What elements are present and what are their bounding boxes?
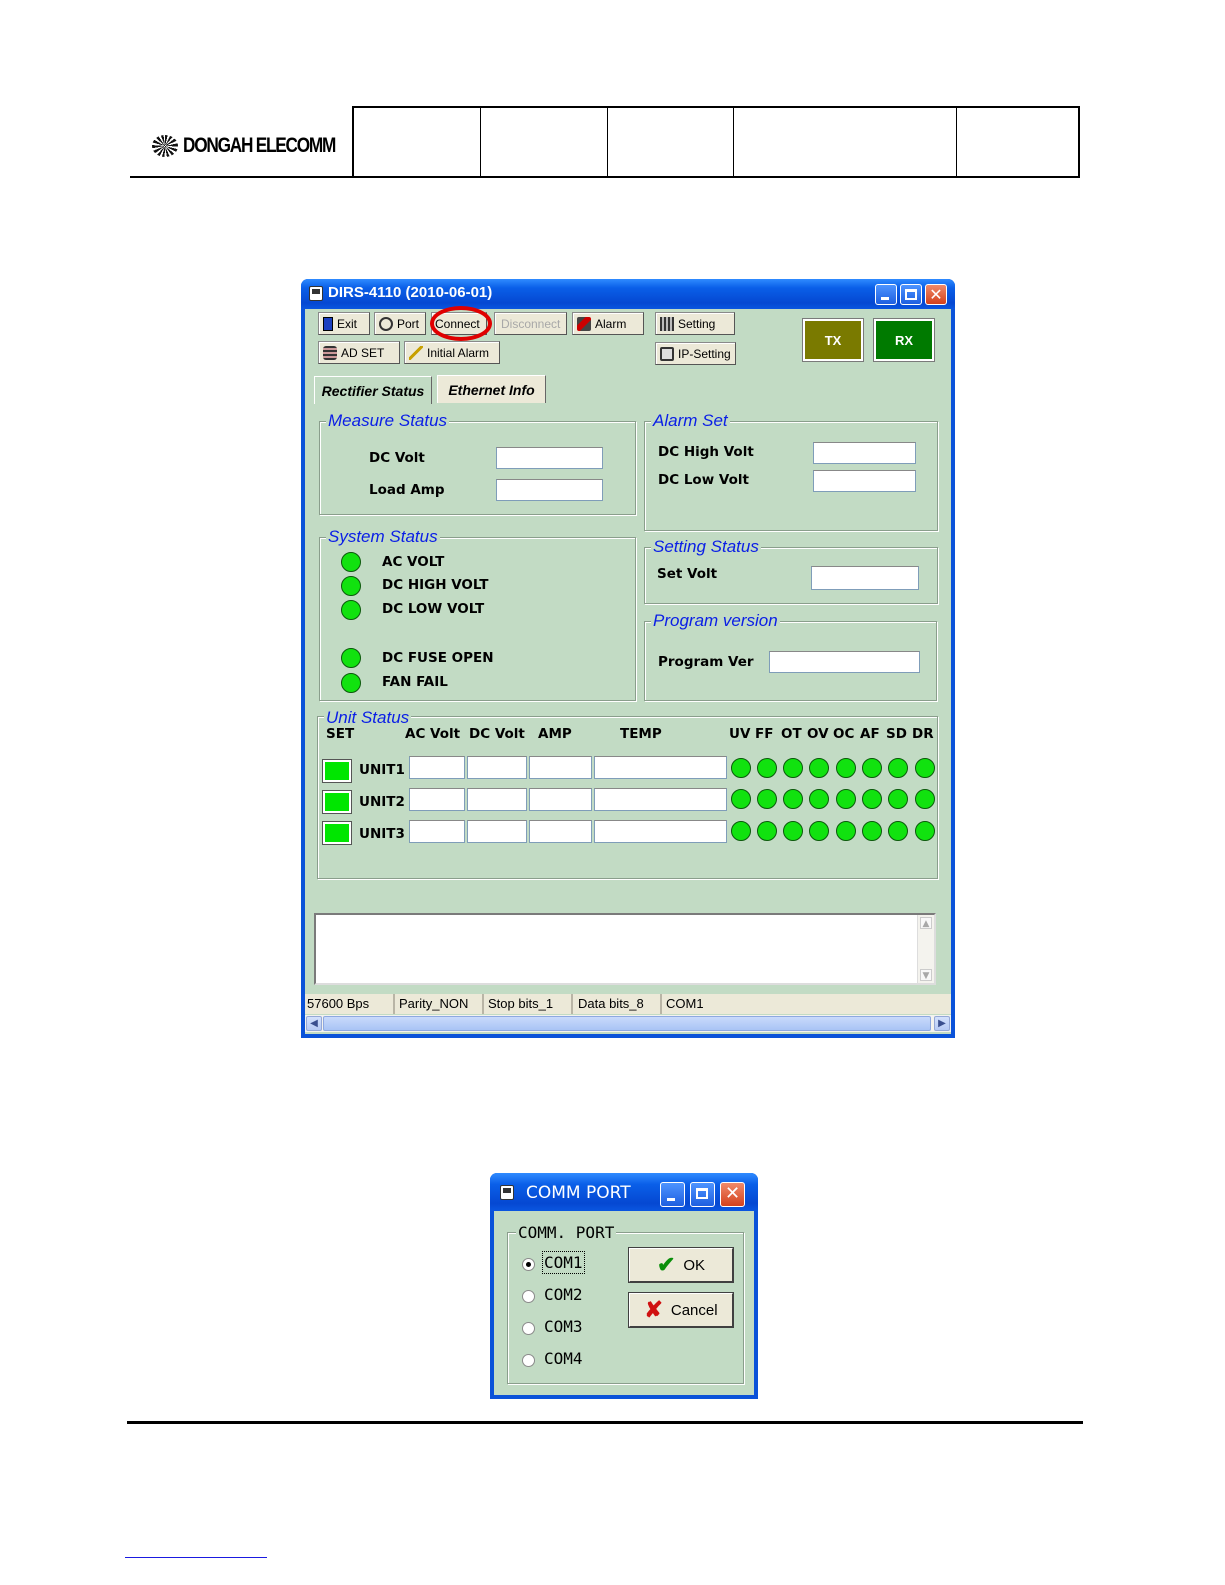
dialog-maximize-button[interactable] bbox=[690, 1182, 715, 1207]
port-label: Port bbox=[397, 316, 420, 331]
unit1-uv-led bbox=[731, 758, 751, 778]
col-uv: UV bbox=[729, 726, 751, 742]
connect-label: Connect bbox=[435, 316, 480, 331]
ac-volt-label: AC VOLT bbox=[382, 554, 445, 570]
unit1-amp-field bbox=[529, 756, 592, 779]
unit1-sd-led bbox=[888, 758, 908, 778]
unit2-amp-field bbox=[529, 788, 592, 811]
radio-com3[interactable] bbox=[522, 1322, 535, 1335]
close-icon: ✕ bbox=[929, 285, 943, 304]
radio-com2[interactable] bbox=[522, 1290, 535, 1303]
status-data-bits: Data bits_8 bbox=[573, 994, 662, 1014]
col-ac-volt: AC Volt bbox=[405, 726, 461, 742]
port-icon bbox=[379, 317, 393, 331]
unit2-dr-led bbox=[915, 789, 935, 809]
measure-status-title: Measure Status bbox=[328, 411, 448, 430]
col-temp: TEMP bbox=[620, 726, 662, 742]
col-ov: OV bbox=[807, 726, 829, 742]
log-textarea[interactable] bbox=[314, 913, 936, 985]
minimize-button[interactable] bbox=[875, 284, 897, 305]
measure-status-group bbox=[319, 411, 636, 515]
cancel-label: Cancel bbox=[670, 1301, 718, 1319]
initial-alarm-label: Initial Alarm bbox=[427, 345, 490, 360]
initial-alarm-button[interactable] bbox=[404, 341, 500, 364]
unit2-oc-led bbox=[836, 789, 856, 809]
unit-status-title: Unit Status bbox=[326, 708, 410, 727]
radio-com1[interactable] bbox=[522, 1258, 535, 1271]
document-header bbox=[130, 106, 1080, 178]
ok-button[interactable] bbox=[629, 1248, 733, 1282]
minimize-icon bbox=[667, 1198, 675, 1201]
port-button[interactable] bbox=[374, 312, 426, 335]
unit3-dr-led bbox=[915, 821, 935, 841]
status-bar bbox=[305, 994, 951, 1014]
system-status-group bbox=[319, 527, 636, 701]
setting-button[interactable] bbox=[655, 312, 735, 335]
dc-fuse-open-label: DC FUSE OPEN bbox=[382, 650, 494, 666]
dc-volt-field bbox=[496, 447, 603, 469]
radio-com1-label[interactable]: COM1 bbox=[544, 1253, 583, 1272]
status-baud: 57600 Bps bbox=[305, 994, 395, 1014]
dc-low-volt-led bbox=[341, 600, 361, 620]
unit2-ac-volt-field bbox=[409, 788, 465, 811]
unit3-ov-led bbox=[809, 821, 829, 841]
comm-port-group bbox=[507, 1223, 744, 1384]
dialog-minimize-button[interactable] bbox=[660, 1182, 685, 1207]
unit3-dc-volt-field bbox=[467, 820, 527, 843]
adset-label: AD SET bbox=[341, 345, 385, 360]
status-stop-bits: Stop bits_1 bbox=[484, 994, 573, 1014]
system-status-title: System Status bbox=[328, 527, 438, 546]
ip-setting-label: IP-Setting bbox=[678, 346, 731, 361]
network-icon bbox=[660, 347, 674, 361]
maximize-icon bbox=[696, 1188, 708, 1199]
unit2-ff-led bbox=[757, 789, 777, 809]
comm-port-group-title: COMM. PORT bbox=[518, 1223, 615, 1242]
unit3-sd-led bbox=[888, 821, 908, 841]
unit2-ov-led bbox=[809, 789, 829, 809]
col-ot: OT bbox=[781, 726, 802, 742]
unit1-label: UNIT1 bbox=[359, 762, 405, 778]
exit-button[interactable] bbox=[318, 312, 370, 335]
scroll-down-icon[interactable]: ▼ bbox=[920, 969, 932, 981]
fan-fail-led bbox=[341, 673, 361, 693]
rx-indicator: RX bbox=[874, 319, 934, 361]
unit-status-group bbox=[317, 708, 938, 879]
radio-com4-label[interactable]: COM4 bbox=[544, 1349, 583, 1368]
dialog-app-icon bbox=[500, 1185, 514, 1200]
app-icon bbox=[309, 286, 323, 301]
unit2-ot-led bbox=[783, 789, 803, 809]
unit3-ot-led bbox=[783, 821, 803, 841]
tx-indicator: TX bbox=[803, 319, 863, 361]
dc-high-volt-label: DC High Volt bbox=[658, 444, 754, 460]
maximize-icon bbox=[905, 289, 917, 300]
exit-label: Exit bbox=[337, 316, 358, 331]
dc-high-volt-field[interactable] bbox=[813, 442, 916, 464]
company-logo bbox=[152, 134, 369, 158]
unit2-af-led bbox=[862, 789, 882, 809]
disconnect-label: Disconnect bbox=[501, 316, 561, 331]
dc-low-volt-field[interactable] bbox=[813, 470, 916, 492]
unit3-ff-led bbox=[757, 821, 777, 841]
minimize-icon bbox=[881, 297, 889, 300]
unit2-dc-volt-field bbox=[467, 788, 527, 811]
unit1-ac-volt-field bbox=[409, 756, 465, 779]
door-icon bbox=[323, 317, 333, 331]
dc-low-volt-label: DC Low Volt bbox=[658, 472, 749, 488]
main-titlebar[interactable] bbox=[301, 279, 955, 309]
logo-mark-icon bbox=[152, 135, 178, 157]
unit3-set-button[interactable] bbox=[323, 822, 351, 844]
adset-button[interactable] bbox=[318, 341, 400, 364]
radio-com2-label[interactable]: COM2 bbox=[544, 1285, 583, 1304]
dialog-close-button[interactable] bbox=[720, 1182, 745, 1207]
col-set: SET bbox=[326, 726, 355, 742]
main-app-window bbox=[301, 279, 955, 1038]
unit3-ac-volt-field bbox=[409, 820, 465, 843]
scroll-right-icon[interactable]: ▶ bbox=[934, 1016, 950, 1031]
dialog-client-area bbox=[494, 1211, 754, 1395]
ac-volt-led bbox=[341, 552, 361, 572]
unit2-label: UNIT2 bbox=[359, 794, 405, 810]
set-volt-field[interactable] bbox=[811, 566, 919, 590]
tab-ethernet-info[interactable]: Ethernet Info bbox=[437, 375, 546, 403]
close-icon: ✕ bbox=[724, 1183, 741, 1204]
comm-port-dialog bbox=[490, 1173, 758, 1399]
col-af: AF bbox=[860, 726, 880, 742]
program-ver-label: Program Ver bbox=[658, 654, 754, 670]
horizontal-scrollbar[interactable] bbox=[305, 1015, 951, 1032]
adset-icon bbox=[323, 346, 337, 360]
unit3-uv-led bbox=[731, 821, 751, 841]
unit1-dc-volt-field bbox=[467, 756, 527, 779]
alarm-set-title: Alarm Set bbox=[653, 411, 728, 430]
dc-fuse-open-led bbox=[341, 648, 361, 668]
unit3-temp-field bbox=[594, 820, 727, 843]
status-com-port: COM1 bbox=[666, 996, 704, 1011]
company-name: DONGAH ELECOMM bbox=[183, 134, 336, 157]
unit2-uv-led bbox=[731, 789, 751, 809]
setting-icon bbox=[660, 317, 674, 331]
unit1-dr-led bbox=[915, 758, 935, 778]
main-client-area bbox=[305, 309, 951, 1034]
dialog-title: COMM PORT bbox=[526, 1183, 631, 1203]
unit1-ff-led bbox=[757, 758, 777, 778]
unit2-sd-led bbox=[888, 789, 908, 809]
pencil-icon bbox=[409, 346, 423, 360]
unit1-ov-led bbox=[809, 758, 829, 778]
program-version-group bbox=[644, 611, 937, 701]
status-parity: Parity_NON bbox=[395, 994, 484, 1014]
unit1-oc-led bbox=[836, 758, 856, 778]
col-oc: OC bbox=[833, 726, 855, 742]
col-dr: DR bbox=[912, 726, 934, 742]
checkmark-icon: ✔ bbox=[656, 1252, 676, 1277]
load-amp-field bbox=[496, 479, 603, 501]
setting-label: Setting bbox=[678, 316, 716, 331]
connect-highlight-ring bbox=[430, 306, 492, 341]
header-cell bbox=[734, 108, 957, 178]
cancel-x-icon: ✘ bbox=[644, 1297, 663, 1322]
program-version-title: Program version bbox=[653, 611, 778, 630]
unit1-ot-led bbox=[783, 758, 803, 778]
unit3-amp-field bbox=[529, 820, 592, 843]
col-ff: FF bbox=[755, 726, 774, 742]
dc-high-volt-status-label: DC HIGH VOLT bbox=[382, 577, 489, 593]
unit2-temp-field bbox=[594, 788, 727, 811]
ok-label: OK bbox=[683, 1256, 706, 1274]
scroll-up-icon[interactable]: ▲ bbox=[920, 917, 932, 929]
unit1-af-led bbox=[862, 758, 882, 778]
unit3-label: UNIT3 bbox=[359, 826, 405, 842]
dialog-titlebar[interactable] bbox=[490, 1173, 758, 1211]
scrollbar-thumb[interactable] bbox=[323, 1016, 931, 1031]
setting-status-title: Setting Status bbox=[653, 537, 759, 556]
unit3-oc-led bbox=[836, 821, 856, 841]
fan-fail-label: FAN FAIL bbox=[382, 674, 448, 690]
header-cell bbox=[481, 108, 608, 178]
dc-high-volt-led bbox=[341, 576, 361, 596]
load-amp-label: Load Amp bbox=[369, 482, 445, 498]
unit1-set-button[interactable] bbox=[323, 760, 351, 782]
scroll-left-icon[interactable]: ◀ bbox=[306, 1016, 322, 1031]
dc-volt-label: DC Volt bbox=[369, 450, 425, 466]
alarm-icon bbox=[577, 317, 591, 331]
log-vertical-scrollbar[interactable] bbox=[917, 915, 934, 983]
radio-com3-label[interactable]: COM3 bbox=[544, 1317, 583, 1336]
footer-link-underline bbox=[125, 1557, 267, 1558]
setting-status-group bbox=[644, 537, 938, 604]
header-cell bbox=[354, 108, 481, 178]
header-cell bbox=[608, 108, 734, 178]
ip-setting-button[interactable] bbox=[655, 342, 736, 365]
footer-rule bbox=[127, 1421, 1083, 1424]
alarm-button[interactable] bbox=[572, 312, 644, 335]
unit3-af-led bbox=[862, 821, 882, 841]
dc-low-volt-status-label: DC LOW VOLT bbox=[382, 601, 485, 617]
header-cell bbox=[957, 108, 1078, 178]
col-dc-volt: DC Volt bbox=[469, 726, 525, 742]
window-title: DIRS-4110 (2010-06-01) bbox=[328, 284, 493, 301]
col-amp: AMP bbox=[538, 726, 572, 742]
unit1-temp-field bbox=[594, 756, 727, 779]
program-ver-field bbox=[769, 651, 920, 673]
cancel-button[interactable] bbox=[629, 1293, 733, 1327]
close-button[interactable] bbox=[925, 284, 947, 305]
col-sd: SD bbox=[886, 726, 907, 742]
set-volt-label: Set Volt bbox=[657, 566, 718, 582]
disconnect-button bbox=[494, 312, 567, 335]
header-table bbox=[352, 106, 1080, 178]
maximize-button[interactable] bbox=[900, 284, 922, 305]
radio-com4[interactable] bbox=[522, 1354, 535, 1367]
alarm-label: Alarm bbox=[595, 316, 627, 331]
unit2-set-button[interactable] bbox=[323, 791, 351, 813]
alarm-set-group bbox=[644, 411, 938, 531]
tab-rectifier-status[interactable]: Rectifier Status bbox=[314, 376, 432, 404]
